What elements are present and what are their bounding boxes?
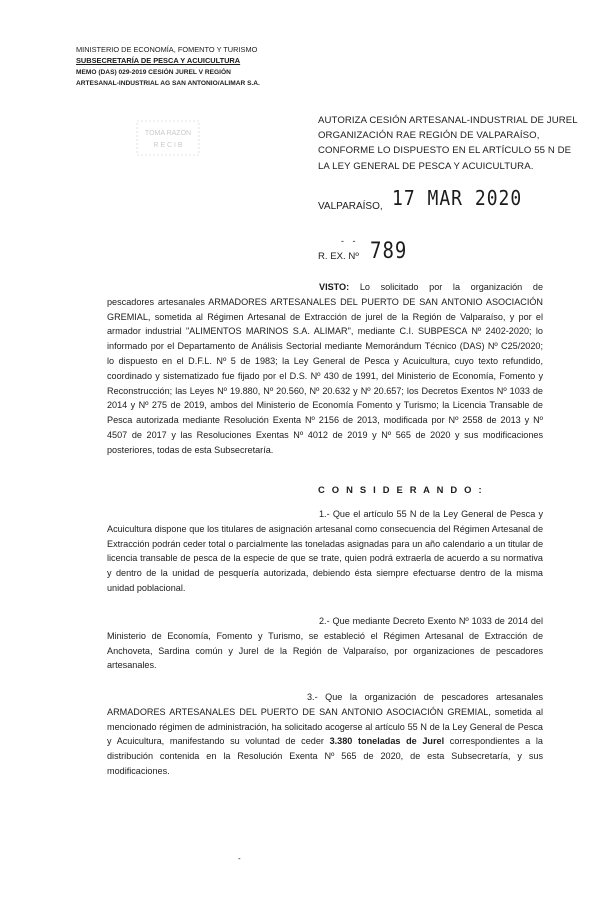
visto-label: VISTO: (319, 282, 350, 292)
considerando-2-text: 2.- Que mediante Decreto Exento Nº 1033 de 2014 del Ministerio de Economía, Fomento y Turismo, se estableció el Régimen Artesanal de Extracción de Anchoveta, Sardina común y Jurel de la Región de Valparaíso, por organizaciones de pescadores artesanales. (107, 616, 543, 671)
considerando-3 (107, 690, 543, 779)
considerando-2 (107, 614, 543, 673)
letterhead (76, 44, 316, 90)
title-line-4: LA LEY GENERAL DE PESCA Y ACUICULTURA. (318, 160, 534, 172)
considerando-3-tonnage: 3.380 toneladas de Jurel (329, 736, 445, 747)
ministry-name: MINISTERIO DE ECONOMÍA, FOMENTO Y TURISMO (76, 45, 258, 54)
memo-reference-line-2: ARTESANAL-INDUSTRIAL AG SAN ANTONIO/ALIMAR S.A. (76, 80, 260, 88)
faded-stamp (136, 120, 200, 156)
considerando-3-text-start: 3.- Que la organización de pescadores artesanales ARMADORES ARTESANALES DEL PUERTO DE SAN ANTONIO ASOCIACIÓN GREMIAL, sometida al mencionado régimen de administración, ha solicitado acogerse al artículo 55 N de la Ley General de Pesca y Acuicultura, manifestando su voluntad de ceder (107, 692, 543, 747)
visto-text: Lo solicitado por la organización de pescadores artesanales ARMADORES ARTESANALES DEL PUERTO DE SAN ANTONIO ASOCIACIÓN GREMIAL, sometida al Régimen Artesanal de Extracción de jurel de la Región de Valparaíso, y por el armador industrial "ALIMENTOS MARINOS S.A. ALIMAR", mediante C.I. SUBPESCA Nº 2402-2020; lo informado por el Departamento de Análisis Sectorial mediante Memorándum Técnico (DAS) Nº C25/2020; lo dispuesto en el D.F.L. Nº 5 de 1983; la Ley General de Pesca y Acuicultura, cuyo texto refundido, coordinado y sistematizado fue fijado por el D.S. Nº 430 de 1991, del Ministerio de Economía, Fomento y Reconstrucción; las Leyes Nº 19.880, Nº 20.560, Nº 20.632 y Nº 20.657; los Decretos Exentos Nº 1033 de 2014 y Nº 275 de 2019, ambos del Ministerio de Economía Fomento y Turismo; la Licencia Transable de Pesca autorizada mediante Resolución Exenta Nº 2156 de 2013, modificada por Nº 2558 de 2013 y Nº 4507 de 2017 y las Resoluciones Exentas Nº 4012 de 2019 y Nº 565 de 2020 y sus modificaciones posteriores, todas de esta Subsecretaría. (107, 282, 543, 455)
resolution-title (318, 113, 578, 174)
title-line-2: ORGANIZACIÓN RAE REGIÓN DE VALPARAÍSO, (318, 130, 540, 142)
place-label: VALPARAÍSO, (318, 201, 383, 212)
stamp-line-2: R E C I B (153, 142, 183, 149)
title-line-1: AUTORIZA CESIÓN ARTESANAL-INDUSTRIAL DE JUREL (318, 115, 578, 126)
resolution-number: 789 (370, 238, 408, 264)
resolution-dashes: - - (341, 236, 359, 246)
title-line-3: CONFORME LO DISPUESTO EN EL ARTÍCULO 55 N DE (318, 145, 572, 157)
considerando-heading: C O N S I D E R A N D O : (318, 484, 484, 495)
stamp-line-1: TOMA RAZON (144, 130, 192, 137)
resolution-label: R. EX. Nº (318, 251, 359, 262)
visto-section (107, 280, 543, 458)
considerando-1 (107, 507, 543, 596)
footer-mark: - (238, 854, 241, 863)
considerando-1-text: 1.- Que el artículo 55 N de la Ley General de Pesca y Acuicultura dispone que los titulares de asignación artesanal como consecuencia del Régimen Artesanal de Extracción podrán ceder total o parcialmente las toneladas asignadas para un año calendario a un titular de licencia transable de pesca de la especie de que se trate, quien podrá extraerla de acuerdo a su normativa y dentro de la unidad de pesquería autorizada, debiendo ésta siempre efectuarse dentro de la misma unidad poblacional. (107, 509, 543, 593)
memo-reference-line-1: MEMO (DAS) 029-2019 CESIÓN JUREL V REGIÓN (76, 68, 231, 76)
considerando-3-text-end: correspondientes a la distribución contenida en la Resolución Exenta Nº 565 de 2020, de esta Subsecretaría, y sus modificaciones. (107, 736, 543, 776)
undersecretariat-name: SUBSECRETARÍA DE PESCA Y ACUICULTURA (76, 56, 241, 66)
date-stamp: 17 MAR 2020 (392, 186, 523, 211)
